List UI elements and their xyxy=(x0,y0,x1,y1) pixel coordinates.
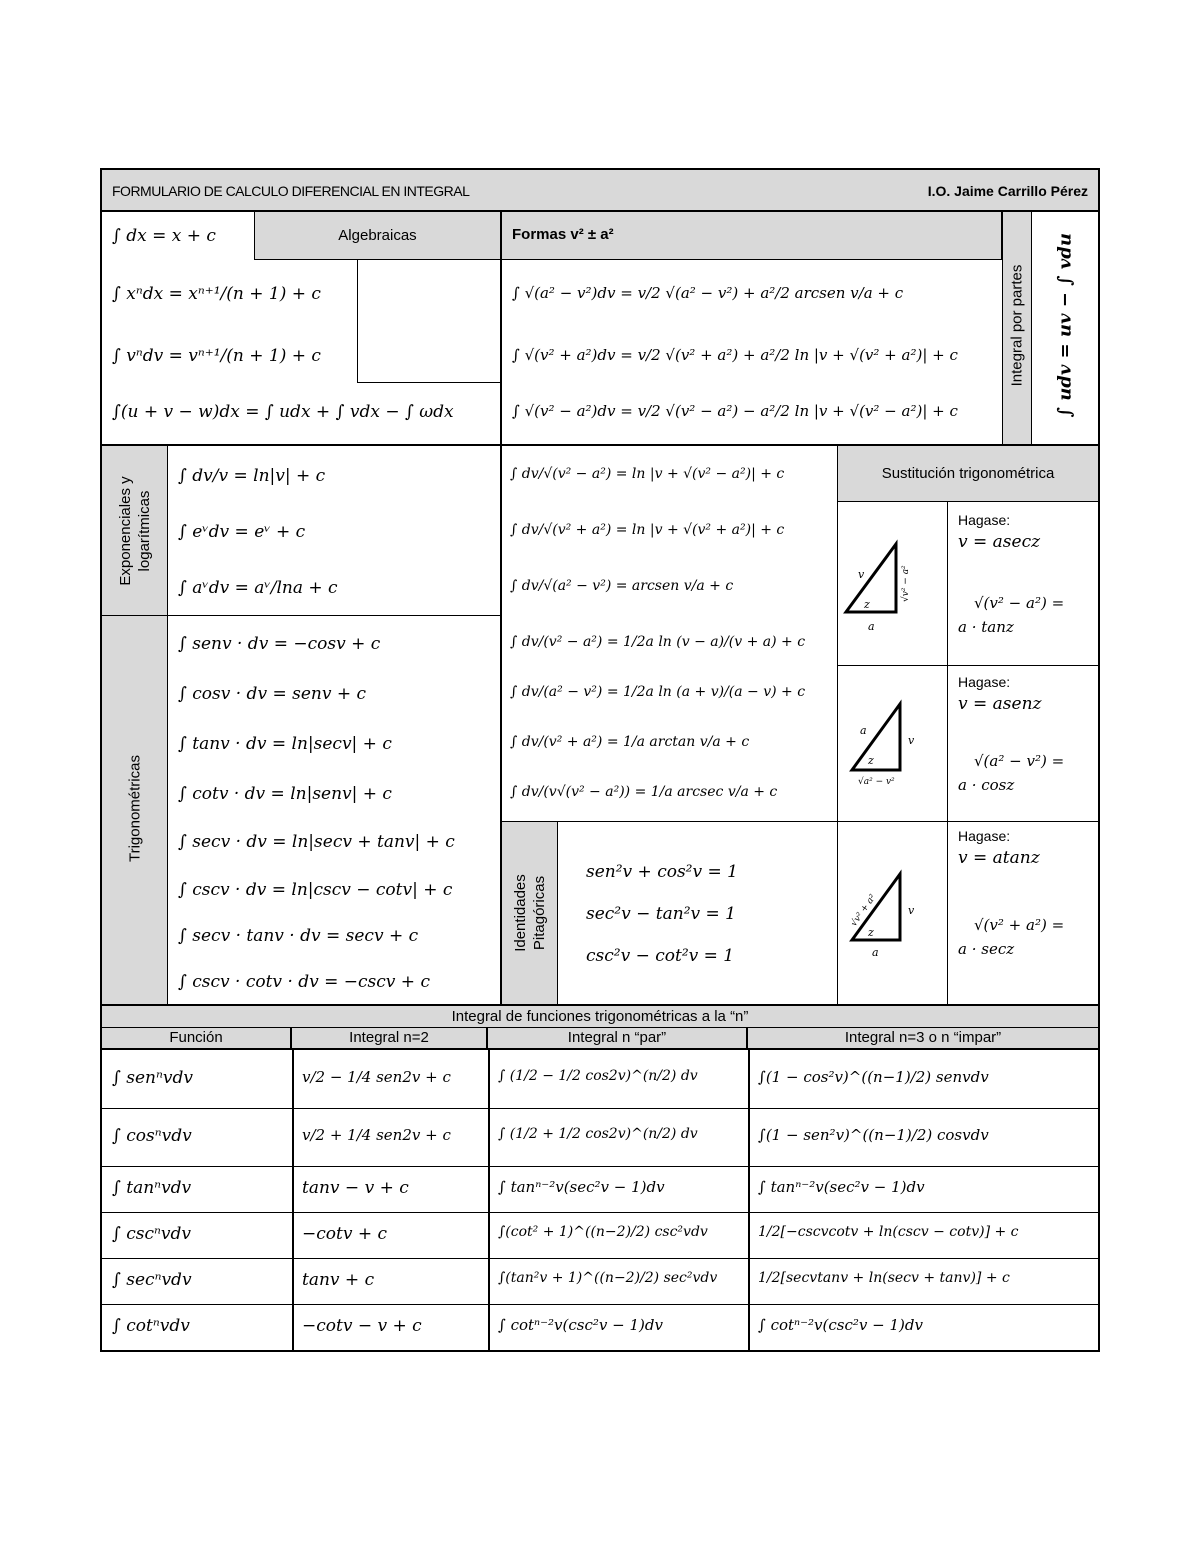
exp-label: Exponenciales y logarítmicas xyxy=(117,476,153,586)
blank-box xyxy=(357,260,500,383)
sust-eq-3: v = atanz xyxy=(958,848,1040,868)
exp-formula-3: ∫ aᵛdv = aᵛ/lna + c xyxy=(178,578,338,598)
trig-formula-4: ∫ cotv · dv = ln|senv| + c xyxy=(178,784,392,804)
header-bar xyxy=(102,170,1098,212)
trig-formula-1: ∫ senv · dv = −cosv + c xyxy=(178,634,381,654)
sust-res2-2: a · cosz xyxy=(958,776,1015,794)
table-cell: ∫ cotⁿ⁻²v(csc²v − 1)dv xyxy=(758,1316,923,1334)
sust-res1-2: √(a² − v²) = xyxy=(974,752,1065,770)
table-cell: 1/2[secvtanv + ln(secv + tanv)] + c xyxy=(758,1270,1010,1286)
sust-row-1 xyxy=(838,502,1098,666)
table-header-row xyxy=(102,1028,1098,1050)
triangle-hyp-label: v xyxy=(858,568,865,581)
col-header-n2: Integral n=2 xyxy=(292,1028,488,1048)
partes-formula: ∫ udv = uv − ∫ vdu xyxy=(1054,233,1076,418)
sust-label: Sustitución trigonométrica xyxy=(838,446,1098,502)
table-cell: ∫ (1/2 + 1/2 cos2v)^(n/2) dv xyxy=(498,1126,698,1142)
table-cell: −cotv − v + c xyxy=(302,1316,422,1336)
mid-formula-4: ∫ dv/(v² − a²) = 1/2a ln (v − a)/(v + a) + c xyxy=(510,634,806,650)
partes-formula-box xyxy=(1032,212,1098,446)
hagase-3: Hagase: xyxy=(958,828,1011,844)
mid-formula-2: ∫ dv/√(v² + a²) = ln |v + √(v² + a²)| + c xyxy=(510,522,785,538)
mid-formula-5: ∫ dv/(a² − v²) = 1/2a ln (a + v)/(a − v) + c xyxy=(510,684,806,700)
forma-3: ∫ √(v² − a²)dv = v/2 √(v² − a²) − a²/2 ln |v + √(v² − a²)| + c xyxy=(512,402,958,420)
partes-label: Integral por partes xyxy=(1008,264,1026,387)
formas-header xyxy=(502,212,1002,260)
sust-eq-1: v = asecz xyxy=(958,532,1041,552)
table-cell: 1/2[−cscvcotv + ln(cscv − cotv)] + c xyxy=(758,1224,1019,1240)
sust-res1-3: √(v² + a²) = xyxy=(974,916,1065,934)
algebraic-block xyxy=(102,212,502,446)
row-divider xyxy=(102,1258,1098,1259)
col-divider xyxy=(488,1050,490,1350)
ident-3: csc²v − cot²v = 1 xyxy=(586,946,735,966)
sust-row-2 xyxy=(838,666,1098,822)
sust-res2-1: a · tanz xyxy=(958,618,1014,636)
triangle-adj-label: a xyxy=(868,620,875,633)
trig-label: Trigonométricas xyxy=(126,755,144,862)
table-cell: ∫ cotⁿvdv xyxy=(112,1316,190,1336)
table-cell: ∫ cotⁿ⁻²v(csc²v − 1)dv xyxy=(498,1316,663,1334)
triangle-diagram xyxy=(838,502,948,666)
col-header-impar: Integral n=3 o n “impar” xyxy=(844,1029,1002,1046)
triangle-angle-label: z xyxy=(868,754,874,767)
row-divider xyxy=(102,1212,1098,1213)
table-cell: −cotv + c xyxy=(302,1224,388,1244)
table-cell: ∫ secⁿvdv xyxy=(112,1270,192,1290)
header-author: I.O. Jaime Carrillo Pérez xyxy=(927,183,1088,199)
alg-formula-1: ∫ dx = x + c xyxy=(112,226,216,246)
table-body xyxy=(102,1050,1098,1350)
triangle-angle-label: z xyxy=(864,598,870,611)
table-cell: ∫ (1/2 − 1/2 cos2v)^(n/2) dv xyxy=(498,1068,698,1084)
table-cell: ∫(1 − cos²v)^((n−1)/2) senvdv xyxy=(758,1068,989,1086)
table-cell: ∫ senⁿvdv xyxy=(112,1068,193,1088)
table-cell: ∫(1 − sen²v)^((n−1)/2) cosvdv xyxy=(758,1126,989,1144)
mid-formula-6: ∫ dv/(v² + a²) = 1/a arctan v/a + c xyxy=(510,734,750,750)
alg-formula-3: ∫ vⁿdv = vⁿ⁺¹/(n + 1) + c xyxy=(112,346,321,366)
table-cell: ∫ tanⁿ⁻²v(sec²v − 1)dv xyxy=(758,1178,925,1196)
mid-formula-7: ∫ dv/(v√(v² − a²)) = 1/a arcsec v/a + c xyxy=(510,784,778,800)
alg-formula-2: ∫ xⁿdx = xⁿ⁺¹/(n + 1) + c xyxy=(112,284,321,304)
header-title: FORMULARIO DE CALCULO DIFERENCIAL EN INTEGRAL xyxy=(112,183,470,199)
mid-formula-3: ∫ dv/√(a² − v²) = arcsen v/a + c xyxy=(510,578,734,594)
row-divider xyxy=(102,1166,1098,1167)
sust-diagram-1 xyxy=(838,502,948,666)
forma-2: ∫ √(v² + a²)dv = v/2 √(v² + a²) + a²/2 ln |v + √(v² + a²)| + c xyxy=(512,346,958,364)
exp-formula-2: ∫ eᵛdv = eᵛ + c xyxy=(178,522,306,542)
triangle-adj-label: √a² − v² xyxy=(858,777,895,787)
ident-block xyxy=(558,822,838,1004)
alg-formula-4: ∫(u + v − w)dx = ∫ udx + ∫ vdx − ∫ ωdx xyxy=(112,402,454,422)
trig-formula-7: ∫ secv · tanv · dv = secv + c xyxy=(178,926,419,946)
table-cell: ∫(tan²v + 1)^((n−2)/2) sec²vdv xyxy=(498,1270,718,1286)
formas-block xyxy=(502,212,1002,446)
hagase-1: Hagase: xyxy=(958,512,1011,528)
forma-1: ∫ √(a² − v²)dv = v/2 √(a² − v²) + a²/2 arcsen v/a + c xyxy=(512,284,904,302)
col-header-par: Integral n “par” xyxy=(488,1028,748,1048)
col-header-funcion: Función xyxy=(102,1028,292,1048)
trig-label-box xyxy=(102,616,168,1004)
sust-res1-1: √(v² − a²) = xyxy=(974,594,1065,612)
trig-formula-8: ∫ cscv · cotv · dv = −cscv + c xyxy=(178,972,430,992)
table-cell: v/2 + 1/4 sen2v + c xyxy=(302,1126,451,1144)
trig-formula-3: ∫ tanv · dv = ln|secv| + c xyxy=(178,734,392,754)
sust-res2-3: a · secz xyxy=(958,940,1015,958)
partes-label-box xyxy=(1002,212,1032,446)
triangle-angle-label: z xyxy=(868,926,874,939)
ident-label-box xyxy=(502,822,558,1004)
table-cell: ∫ tanⁿvdv xyxy=(112,1178,192,1198)
row-divider xyxy=(102,1304,1098,1305)
trig-formula-5: ∫ secv · dv = ln|secv + tanv| + c xyxy=(178,832,455,852)
triangle-opp-label: v xyxy=(908,734,915,747)
exp-formula-1: ∫ dv/v = ln|v| + c xyxy=(178,466,326,486)
mid-formula-1: ∫ dv/√(v² − a²) = ln |v + √(v² − a²)| + c xyxy=(510,466,785,482)
col-divider xyxy=(292,1050,294,1350)
sust-eq-2: v = asenz xyxy=(958,694,1042,714)
formula-sheet xyxy=(100,168,1100,1352)
trig-formula-6: ∫ cscv · dv = ln|cscv − cotv| + c xyxy=(178,880,453,900)
ident-2: sec²v − tan²v = 1 xyxy=(586,904,736,924)
sust-diagram-3 xyxy=(838,822,948,1004)
ident-1: sen²v + cos²v = 1 xyxy=(586,862,738,882)
table-cell: v/2 − 1/4 sen2v + c xyxy=(302,1068,451,1086)
triangle-opp-label: v xyxy=(908,904,915,917)
table-cell: ∫ cosⁿvdv xyxy=(112,1126,192,1146)
table-cell: ∫ cscⁿvdv xyxy=(112,1224,192,1244)
col-divider xyxy=(748,1050,750,1350)
triangle-diagram xyxy=(838,666,948,822)
triangle-hyp-label: √v² + a² xyxy=(849,892,879,929)
middle-block xyxy=(502,446,838,822)
exp-block xyxy=(168,446,502,616)
table-cell: ∫ tanⁿ⁻²v(sec²v − 1)dv xyxy=(498,1178,665,1196)
ident-label: Identidades Pitagóricas xyxy=(512,874,548,952)
trig-formula-2: ∫ cosv · dv = senv + c xyxy=(178,684,367,704)
triangle-opp-label: √v² − a² xyxy=(901,565,911,602)
sust-diagram-2 xyxy=(838,666,948,822)
table-cell: ∫(cot² + 1)^((n−2)/2) csc²vdv xyxy=(498,1224,708,1240)
triangle-diagram xyxy=(838,822,948,1004)
algebraicas-label: Algebraicas xyxy=(254,212,500,260)
table-title: Integral de funciones trigonométricas a la “n” xyxy=(102,1004,1098,1028)
table-cell: tanv + c xyxy=(302,1270,375,1290)
hagase-2: Hagase: xyxy=(958,674,1011,690)
sust-row-3 xyxy=(838,822,1098,1004)
table-cell: tanv − v + c xyxy=(302,1178,409,1198)
trig-block xyxy=(168,616,502,1004)
exp-label-box xyxy=(102,446,168,616)
triangle-adj-label: a xyxy=(872,946,879,959)
row-divider xyxy=(102,1108,1098,1109)
formas-label: Formas v² ± a² xyxy=(512,226,614,243)
triangle-hyp-label: a xyxy=(860,724,867,737)
